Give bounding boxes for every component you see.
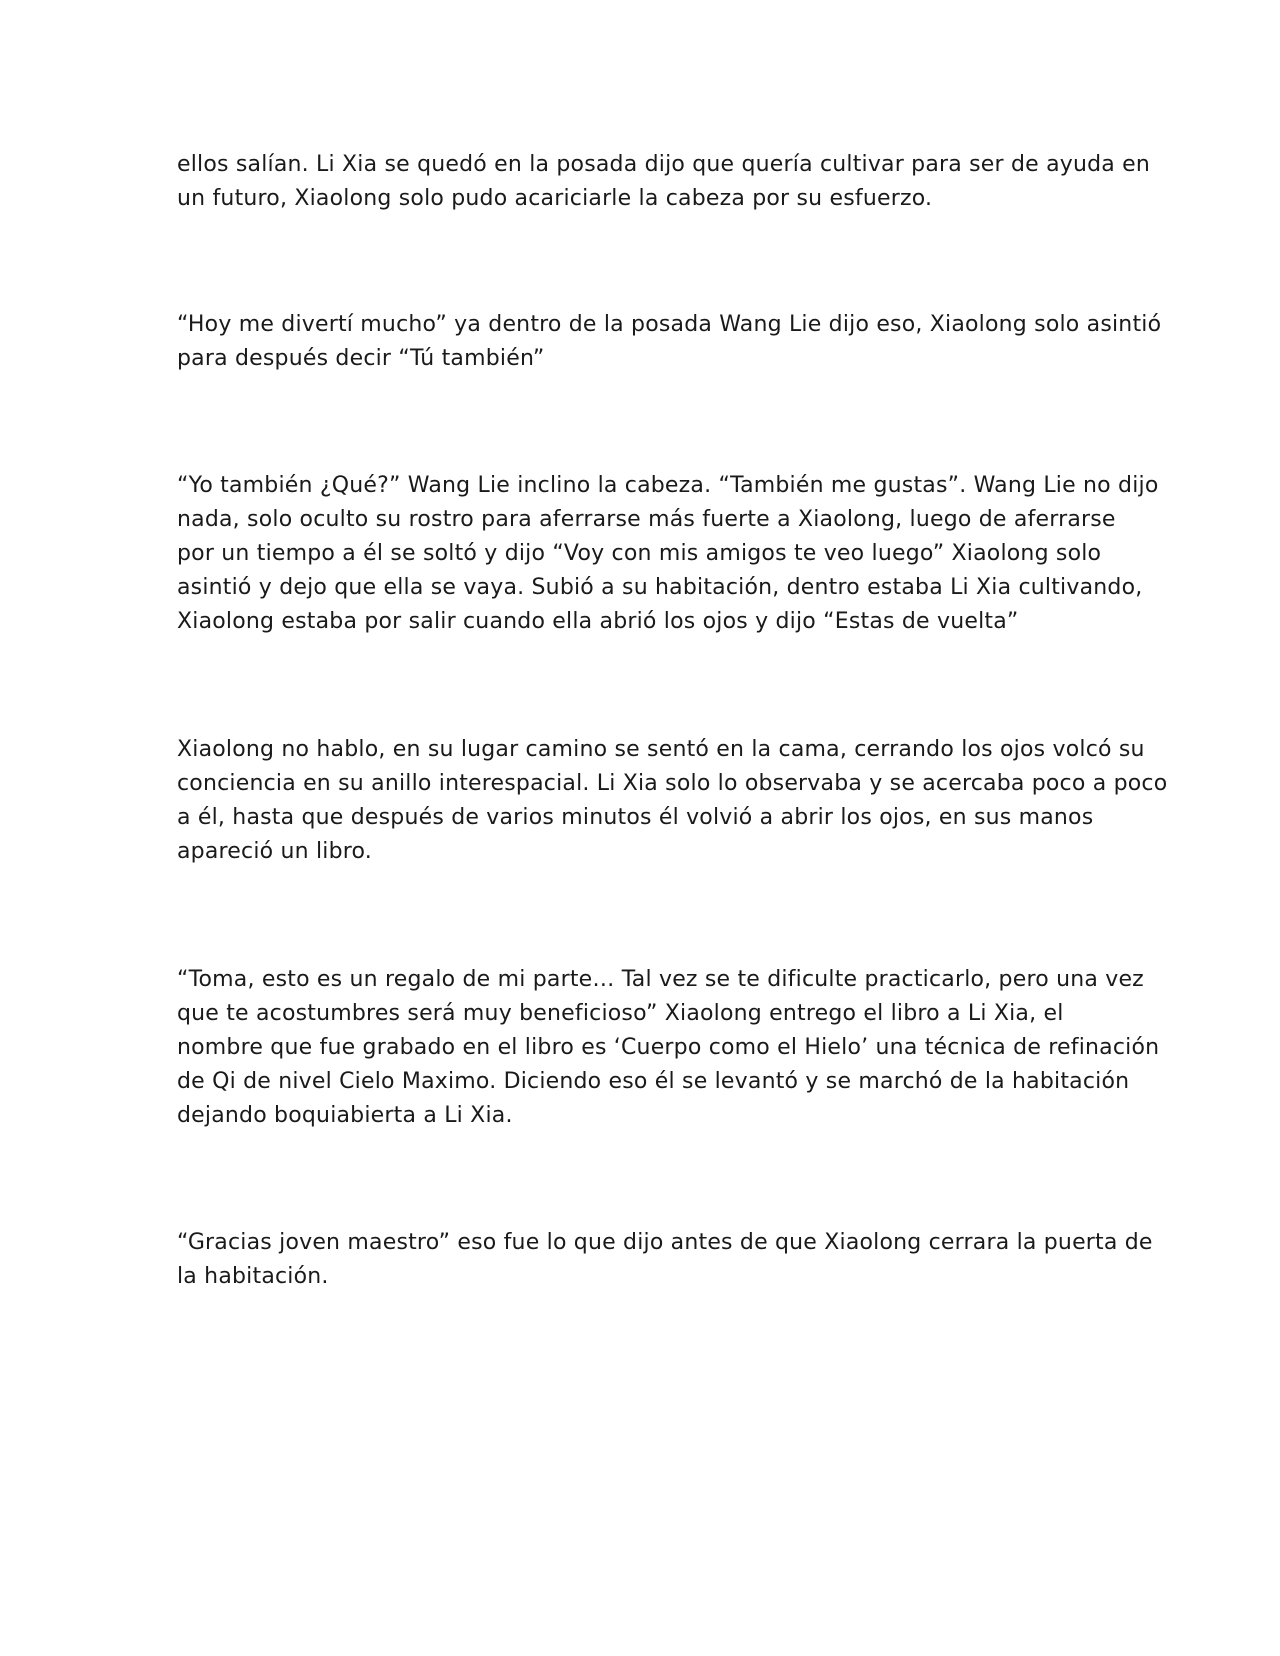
- text-line: para después decir “Tú también”: [177, 346, 545, 371]
- text-line: “Hoy me divertí mucho” ya dentro de la posada Wang Lie dijo eso, Xiaolong solo asintió: [177, 312, 1162, 337]
- paragraph-1: [177, 148, 1151, 216]
- text-line: por un tiempo a él se soltó y dijo “Voy con mis amigos te veo luego” Xiaolong solo: [177, 541, 1102, 566]
- text-line: de Qi de nivel Cielo Maximo. Diciendo eso él se levantó y se marchó de la habitación: [177, 1069, 1130, 1094]
- text-line: nombre que fue grabado en el libro es ‘Cuerpo como el Hielo’ una técnica de refinación: [177, 1035, 1160, 1060]
- text-line: ellos salían. Li Xia se quedó en la posada dijo que quería cultivar para ser de ayuda en: [177, 152, 1151, 177]
- text-line: “Toma, esto es un regalo de mi parte… Tal vez se te dificulte practicarlo, pero una vez: [177, 967, 1144, 992]
- text-line: nada, solo oculto su rostro para aferrarse más fuerte a Xiaolong, luego de aferrarse: [177, 507, 1116, 532]
- text-line: dejando boquiabierta a Li Xia.: [177, 1103, 513, 1128]
- paragraph-5: [177, 963, 1160, 1133]
- text-line: “Gracias joven maestro” eso fue lo que dijo antes de que Xiaolong cerrara la puerta de: [177, 1230, 1153, 1255]
- text-line: Xiaolong no hablo, en su lugar camino se sentó en la cama, cerrando los ojos volcó su: [177, 737, 1145, 762]
- paragraph-2: [177, 308, 1162, 376]
- paragraph-4: [177, 733, 1168, 869]
- text-line: a él, hasta que después de varios minutos él volvió a abrir los ojos, en sus manos: [177, 805, 1094, 830]
- text-line: conciencia en su anillo interespacial. Li Xia solo lo observaba y se acercaba poco a poco: [177, 771, 1168, 796]
- text-line: un futuro, Xiaolong solo pudo acariciarle la cabeza por su esfuerzo.: [177, 186, 933, 211]
- text-line: la habitación.: [177, 1264, 329, 1289]
- text-line: Xiaolong estaba por salir cuando ella abrió los ojos y dijo “Estas de vuelta”: [177, 609, 1019, 634]
- paragraph-6: [177, 1226, 1153, 1294]
- text-line: que te acostumbres será muy beneficioso” Xiaolong entrego el libro a Li Xia, el: [177, 1001, 1064, 1026]
- text-line: asintió y dejo que ella se vaya. Subió a su habitación, dentro estaba Li Xia cultivando,: [177, 575, 1143, 600]
- paragraph-3: [177, 469, 1159, 639]
- text-line: “Yo también ¿Qué?” Wang Lie inclino la cabeza. “También me gustas”. Wang Lie no dijo: [177, 473, 1159, 498]
- text-line: apareció un libro.: [177, 839, 372, 864]
